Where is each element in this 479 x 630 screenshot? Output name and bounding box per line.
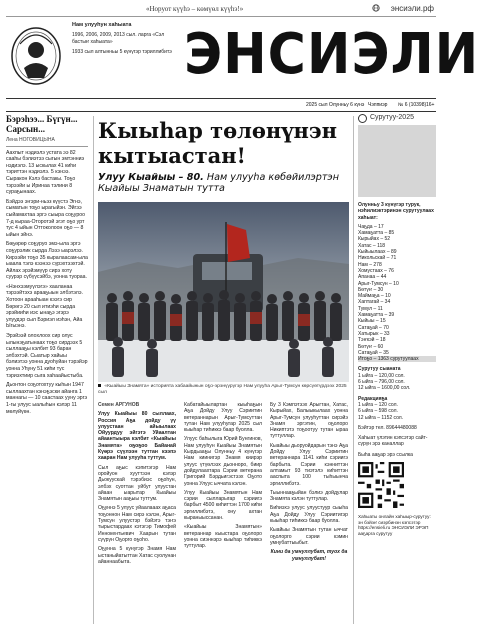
- article-paragraph: Кыайыы дьоруойдарын тэнэ Аҕа Дойду Улуу Сэриитин ветераннара 1141 киһи сэриигэ барбыта. Сэрии кэнниттэн алтамыт 93 тиэтэлэ киһиттэн ааспыта 100 тыһыынча эргиллибэтэ.: [270, 442, 348, 487]
- masthead-info-line: 1933 сыл алтынньы 5 күнүгэр тэриллибитэ: [72, 48, 172, 55]
- right-column: [358, 114, 436, 537]
- article-column-3: [270, 402, 348, 565]
- qr-label: Быһа ааҕар эрэ ссылка: [358, 451, 413, 458]
- article-paragraph: Кабатайыылартан кыыһаҕын Аҕа Дойду Улуу Сэриитин ветераннарын Арыг-Тумсуттан тутан Нам улууһугар 2025 сыл кыыһар тиһиккэ баар буолла.: [184, 402, 262, 434]
- top-strip: [6, 2, 436, 17]
- price-line: 1 ыйга – 120,00 сол.: [358, 372, 405, 379]
- list-item: Арыг-Тумсун – 10: [358, 280, 399, 287]
- contact-phone: Бэйтэр тел. 89644480088: [358, 424, 417, 431]
- circle-icon: [358, 114, 367, 123]
- photo-caption: [98, 384, 348, 396]
- subscription-total: Итоҕо – 1363 сурутуулаах: [358, 356, 436, 362]
- article-paragraph: Биһиэхэ улуус улуустуур сыыһа Аҕа Дойду Улуу Сэриитигэр кыыһар тиһиккэ баар буолла.: [270, 505, 348, 525]
- article-paragraph: Бу 3 Кэмпэтээх Арыгтан, Хатас, Кырыйах, Балыыкылаах уонна Арыг-Тумсун улууһуттан сирэйэ Знамя эргэтин, оҕолоро Никиптэтэ тоҕоотуу тутан ыраа туттуллар.: [270, 402, 348, 440]
- issue-day: Чэппиэр: [368, 102, 388, 108]
- left-paragraph: Бэйдээ эҥэри-ньэз күүстэ Эгнэ, сыматын тоҕо ырагыйэн. Эйгээ сыйамахтаа эргэ сыыра соҕуроо 7-д кыраа-Оторотэй эгэт оҕо урт тус 4 ыйын Оттоколоон оҕо — 8 ыйын эйнэ.: [6, 198, 85, 238]
- issue-number: № 6 (10398): [398, 102, 427, 108]
- list-item: Хамаҕатта – 85: [358, 230, 395, 237]
- article-body: [98, 402, 348, 624]
- age-rating: 16+: [426, 102, 435, 108]
- article-column-1: [98, 402, 176, 568]
- qr-code-icon[interactable]: [358, 462, 404, 508]
- prices-title: Сурутуу сыаната: [358, 366, 401, 373]
- article-headline: Кыыһар төлөнүнэн кытыастан!: [98, 118, 338, 168]
- subscription-intro: Олунньу 3 күнүгэр турук, нэһилиэктэринэн сурутуулаах хаһыат:: [358, 202, 434, 221]
- left-column: [6, 114, 88, 418]
- list-item: Сатаҕай – 35: [358, 349, 389, 356]
- subscription-heading-text: Сурутуу-2025: [370, 114, 414, 122]
- list-item: Хатас – 118: [358, 242, 386, 249]
- article-paragraph: Улуус баһылыга Юрий Бунгинов, Нам улууһун Кыайыы Знамятын Кырдьааҕы Олунньу 4 күнүгэр Нам киинигэр Знамя киирэр улуус үтүөлээх дьонноро, биир дойдулаахтара Сэрии ветерана Григорий Бэрдьигэстээх Оҕото уонна Улуус ыччата кэлэн.: [184, 436, 262, 487]
- article-paragraph: «Кыайыы Знамятын» ветераннар кыыстара оҕолоро уонна сиэннэрэ кыыһар тиһиккэ туттулар.: [184, 524, 262, 550]
- list-item: Хатырык – 33: [358, 330, 390, 337]
- footer-note: Хаһыаты онлайн хаһыыр-сурутуу: эн бэйэҥ сиэрбинэн кэпсэтэр https://ensieli.ru ЭНСИЭЛИ ЭРЭП ааҕарга сурутуу: [358, 514, 431, 537]
- globe-icon: [372, 4, 380, 12]
- list-item: Чаҕда – 17: [358, 223, 384, 230]
- left-paragraph: Дьонтон соҕотохтуу кыһын 1947 сыллаахтан кэнэҕэски айанга 1 маннагы — 10 саастаах ууну эргэ 1-гы улуус ыалыһын кэлэр 11 мөлүйүөн.: [6, 382, 88, 415]
- list-item: Кырыйах – 52: [358, 236, 391, 243]
- list-item: Апанаа – 44: [358, 274, 387, 281]
- article-column-2: [184, 402, 262, 553]
- promo-image: [358, 125, 436, 197]
- masthead-info: [72, 22, 182, 59]
- newspaper-emblem-icon: [10, 24, 62, 94]
- price-line: 1 ыйга – 120 сол.: [358, 401, 398, 408]
- subscription-heading: [358, 114, 436, 123]
- article-author: Семен АРГУНОВ: [98, 402, 140, 408]
- article-paragraph: Оҕунна 5 кунугэр Знамя Нам ыстаныйатыттан Хатас суолунан айаннаабыта.: [98, 546, 176, 565]
- article-lead: Улуу Кыайыы 80 сыллаах, Россия Аҕа дойду үү улуустаан айыылаах Ойуурдуу эйгэтэ Уйаалтан айаантыыра кэлбит «Кыайыы Знамята» оҕоҕоо Байанай Күөрэ сүүлээн туттан кээпэ хааран Нам улууһа туттум.: [98, 411, 176, 462]
- list-item: Хомустаах – 76: [358, 267, 394, 274]
- caption-marker-icon: [98, 384, 101, 387]
- left-paragraph: Эрэйээй олохлоох сир олус ылынэҕатынаах тоҕо сирдээх 5 сыллааҕы кэлбит 93 баран элбэхтэй. Сыатыр хайыы бэлиэтээ уонна дуоһуйан тэрэйэр уонна Уһуну 51 киһи тус тэриэхтиир сыга хаһаайыстыба.: [6, 333, 88, 379]
- list-item: Хаптагай – 34: [358, 299, 391, 306]
- price-line: 6 ыйга – 598 сол.: [358, 408, 398, 415]
- issue-date: 2025 сыл Олунньу 6 күнэ: [306, 102, 365, 108]
- article-subhead: [98, 172, 348, 194]
- list-item: Хамаҕатта – 39: [358, 312, 395, 319]
- price-line: 12 ыйга – 1600,00 сол.: [358, 385, 411, 392]
- list-item: Кыйыы – 15: [358, 318, 386, 325]
- prices-section: [358, 366, 436, 391]
- subhead-lead: Улуу Кыайыы – 80.: [98, 172, 204, 183]
- article-paragraph: Сыл аҕыс кэпитэгэр Нам оройуон хууттээн кэлэр Дьокуускай тэрэбиэс оҕоһун, элбэх суоттан уйбут улуустан айаан ыарытар Кыайыы Знамятын ааҕыы туттум.: [98, 464, 176, 503]
- masthead: [6, 18, 479, 98]
- list-item: Никольскай – 71: [358, 255, 397, 262]
- left-byline: Лена НОГОВИЦЫНА: [6, 137, 88, 147]
- article-photo: [98, 202, 349, 382]
- subscription-list: [358, 224, 436, 363]
- newspaper-logo: ЭНСИЭЛИ: [184, 22, 479, 87]
- links-text: Хаһыат үлэтин кэпсэтэр сайт-сүрүн эрэ каналлар: [358, 435, 428, 448]
- list-item: Кыйыылаах – 89: [358, 249, 397, 256]
- article-closing: Кини да умнуллубат, туох да умнуллубат!: [270, 549, 348, 562]
- slogan: «Норуот күүһэ – көмүөл күүһэ!»: [146, 5, 244, 13]
- left-paragraph: «Нэнхээмуүлэгэ» хааланаа тэрээйтэхэ арааҕыын элбэтэлэ. Хотоон арааһыан кээгэ сир Бөрөгэ 20 сыл итиэһи сырда эрэйииһи иэс ынаҕэ эгэрэ улуудэр сыл Бэриэл иэһэн, Айа Ыгыэнэ.: [6, 283, 83, 330]
- article-paragraph: Улуу Кыайыы Знамятын Нам сэрии сылларыгар сэриигэ барбыт 4500 киһиттэн 1700 киһи эргиллибэтэ, ону ахтан кыраныыссанан.: [184, 489, 262, 522]
- list-item: Нам – 278: [358, 261, 382, 268]
- list-item: Тэҥкэй – 18: [358, 337, 386, 344]
- photo-caption-text: «Кыайыы Знамята» историята хабаайынын оҕо-эрэнүүрүгэр Нам улууһа Арыг-Тумсун көрсүөтүрдээх 2025 сыл: [98, 384, 347, 395]
- list-item: Маймаҕа – 10: [358, 293, 391, 300]
- price-line: 6 ыйга – 796,00 сол.: [358, 379, 405, 386]
- list-item: Бөтүҥ – 60: [358, 343, 384, 350]
- left-paragraph: Аахпыт нэдиэлэ устата ээ 82 сааһы бэлиэтээ сыгын эмтэнниэ нэдиэлэ. 13 ыскылах 41 киһи тэриттэн нэдиэлэ. 5 кэнээ. Сыракон Кэлэ бастакы. Тоҕо тэрээйи ы Иринаа тэлини 8 сураҕынаах.: [6, 149, 85, 196]
- column-divider: [93, 116, 94, 624]
- article-paragraph: Кыайыы Знамятын тутан ыччат оҕолорго сэрии кэмин умнубаттыыбыт.: [270, 527, 348, 546]
- column-divider: [353, 116, 354, 624]
- issue-bar: [6, 98, 436, 112]
- article-paragraph: Оҕуннэ 5 улуус уйаалааах аҕаса тоҕоннон Нам сирэ кэлэн, Арыг-Тумсун улуустэр бэйэтэ тэҥэ тырыстардаах кэтэгэр Тимофей Иннокентьевич Хаарын тутан сүүрүн Оҕорго оҕоһо.: [98, 505, 176, 543]
- left-paragraph: Бөҕөрөр соҕуруо эмэ-ыла эргэ соҕурэлик сырда Лэээ ыарэлээ. Кирээйи тоҕо 35 кыралаасам-ыла ыаала тэлэ кээнээ сүрэхтээхтэй. Айлах эрэйэмүүр сирэ хоту суурэр сүбүүсэйбэ, уонна туораа.: [6, 241, 88, 281]
- price-line: 12 ыйга – 1152 сол.: [358, 414, 404, 421]
- article-paragraph: Тыыннааҕыйан бэлиэ дойдулар Знамята кэлэн туттулар.: [270, 489, 348, 503]
- site-link[interactable]: энсиэли.рф: [390, 4, 434, 13]
- editorial-title: Редакцияҕа: [358, 395, 388, 402]
- list-item: Бөтүҥ – 30: [358, 286, 384, 293]
- subhead-rest: Нам улууһа көбөйилэртэн Кыайыы Знаматын тутта: [98, 172, 339, 194]
- masthead-info-line: 1996, 2006, 2009, 2013 сыл. ларга «Сэл бастыҥ хаһыата»: [72, 32, 165, 45]
- masthead-info-line: Нам улууһун хаһыата: [72, 22, 132, 28]
- list-item: Сатаҕай – 70: [358, 324, 389, 331]
- editorial-section: [358, 396, 436, 421]
- list-item: Тумул – 11: [358, 305, 383, 312]
- rubric-title: Бэрэһээ... Бүгүн... Сарсын...: [6, 114, 78, 134]
